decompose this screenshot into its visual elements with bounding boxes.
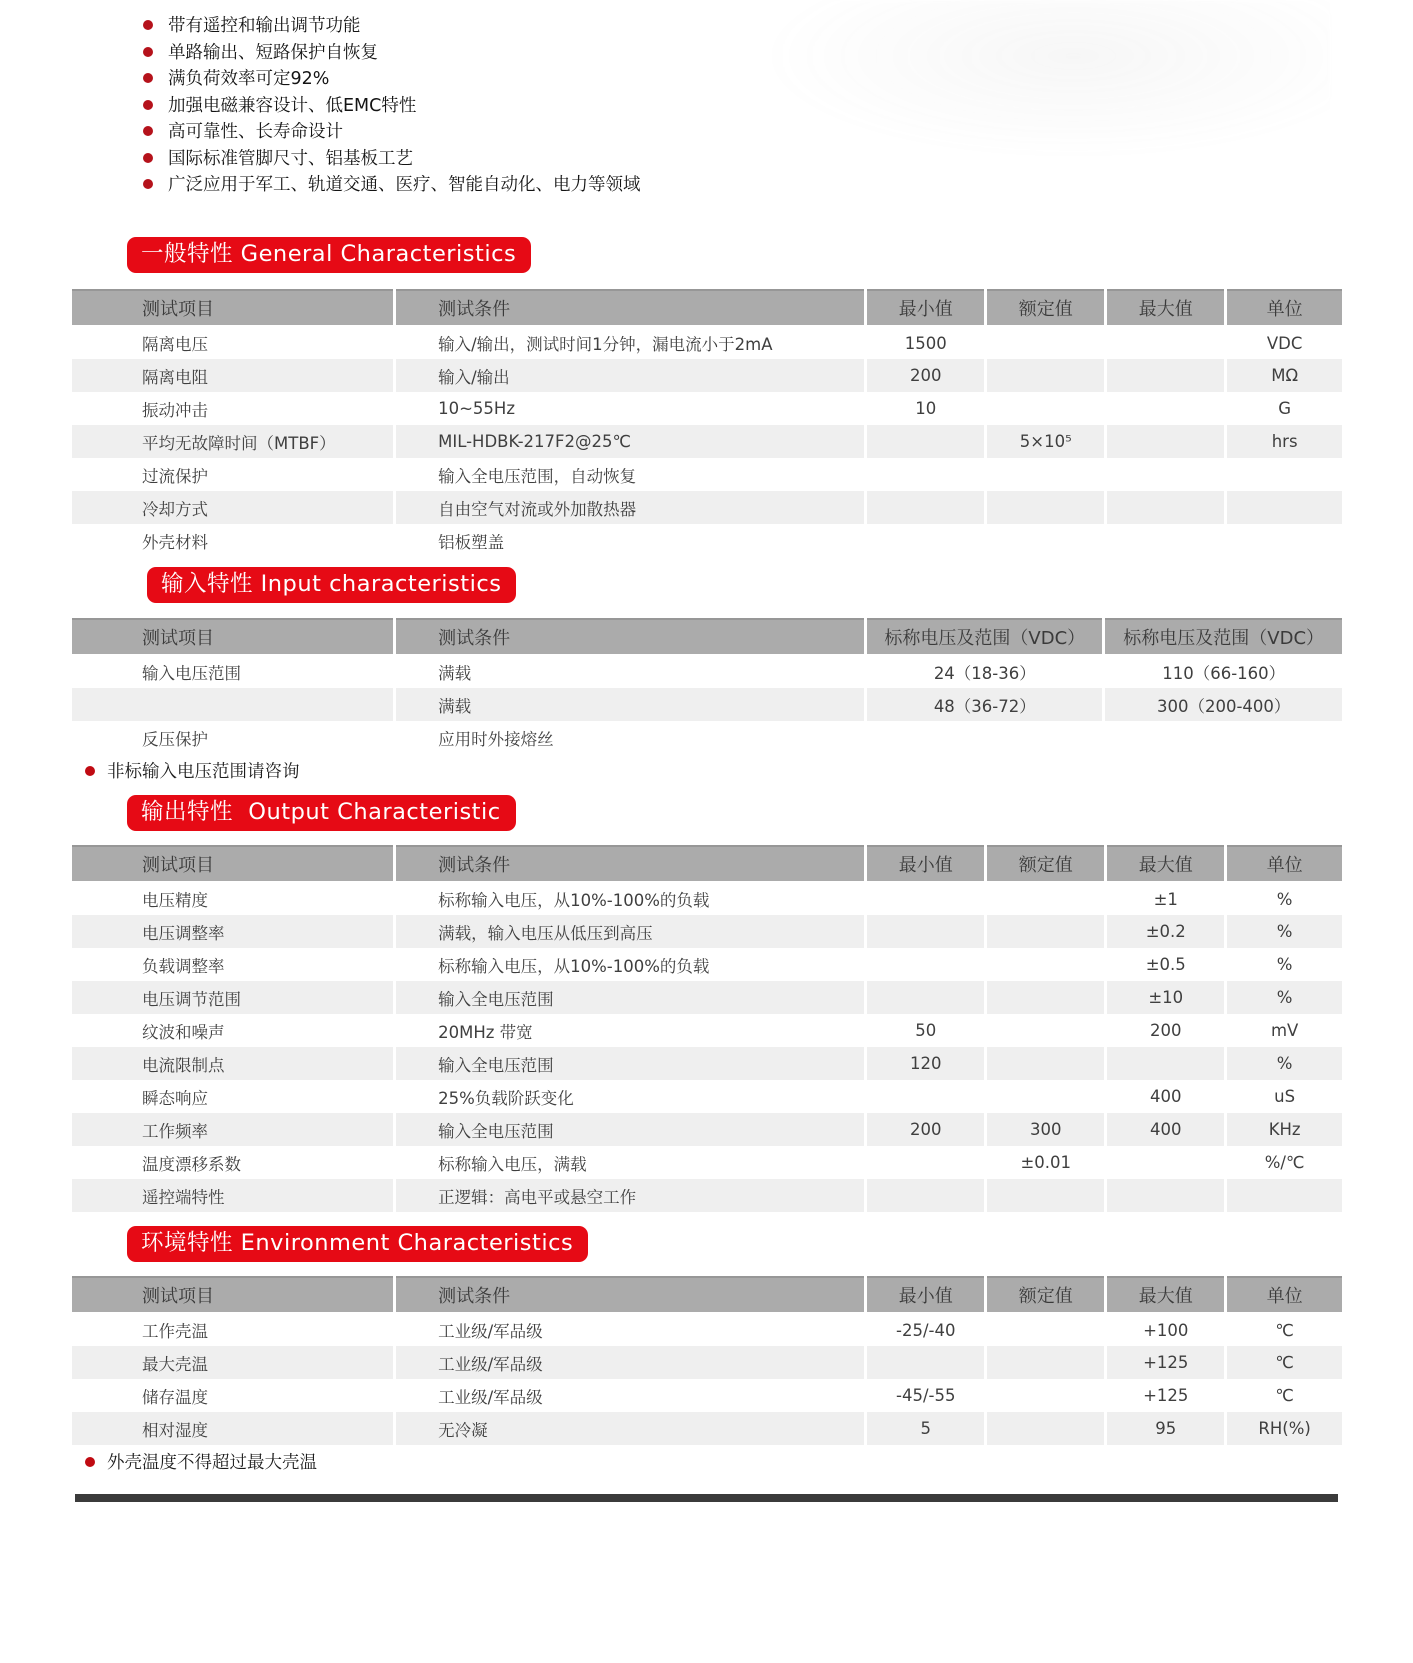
table-cell: 300（200-400） xyxy=(1104,688,1342,721)
table-cell: 工业级/军品级 xyxy=(395,1346,866,1379)
column-header: 标称电压及范围（VDC） xyxy=(1104,619,1342,655)
footer-divider-bar xyxy=(75,1494,1338,1502)
table-cell: 电压调整率 xyxy=(72,915,395,948)
table-cell: 满载，输入电压从低压到高压 xyxy=(395,915,866,948)
table-cell xyxy=(1106,425,1226,458)
table-cell: 110（66-160） xyxy=(1104,655,1342,688)
table-cell: 储存温度 xyxy=(72,1379,395,1412)
feature-item xyxy=(143,13,641,40)
table-cell: 200 xyxy=(866,1113,986,1146)
table-cell: ±0.5 xyxy=(1106,948,1226,981)
column-header: 最小值 xyxy=(866,1277,986,1313)
table-cell xyxy=(1106,524,1226,557)
feature-item xyxy=(143,93,641,120)
feature-text: 高可靠性、长寿命设计 xyxy=(168,122,343,142)
table-cell: ±10 xyxy=(1106,981,1226,1014)
bullet-icon xyxy=(143,73,153,83)
table-cell xyxy=(986,491,1106,524)
table-row xyxy=(72,948,1342,981)
feature-item xyxy=(143,119,641,146)
table-cell xyxy=(866,882,986,915)
column-header: 最大值 xyxy=(1106,290,1226,326)
table-cell: 输入/输出，测试时间1分钟，漏电流小于2mA xyxy=(395,326,866,359)
table-cell: 反压保护 xyxy=(72,721,395,754)
bullet-icon xyxy=(143,153,153,163)
table-cell: 铝板塑盖 xyxy=(395,524,866,557)
table-cell xyxy=(1106,1179,1226,1212)
feature-text: 单路输出、短路保护自恢复 xyxy=(168,42,378,63)
feature-text: 带有遥控和输出调节功能 xyxy=(168,16,361,36)
table-cell: 120 xyxy=(866,1047,986,1080)
table-cell: 自由空气对流或外加散热器 xyxy=(395,491,866,524)
table-row xyxy=(72,1346,1342,1379)
table-cell: uS xyxy=(1226,1080,1342,1113)
table-cell xyxy=(1226,524,1342,557)
table-cell xyxy=(986,524,1106,557)
table-cell: 1500 xyxy=(866,326,986,359)
table-row xyxy=(72,359,1342,392)
table-cell xyxy=(1104,721,1342,754)
table-cell: 负载调整率 xyxy=(72,948,395,981)
table-row xyxy=(72,326,1342,359)
bullet-icon xyxy=(143,20,153,30)
input-characteristics-table xyxy=(72,618,1342,754)
input-note-text: 非标输入电压范围请咨询 xyxy=(107,762,300,782)
table-cell xyxy=(1226,491,1342,524)
environment-characteristics-table xyxy=(72,1276,1342,1445)
table-cell: KHz xyxy=(1226,1113,1342,1146)
table-cell xyxy=(1106,491,1226,524)
table-cell xyxy=(986,948,1106,981)
table-cell: 输入全电压范围 xyxy=(395,1047,866,1080)
table-cell: 10~55Hz xyxy=(395,392,866,425)
spec-table xyxy=(72,845,1342,1212)
table-cell xyxy=(986,1047,1106,1080)
table-cell: 标称输入电压，从10%-100%的负载 xyxy=(395,882,866,915)
table-cell: 纹波和噪声 xyxy=(72,1014,395,1047)
column-header: 测试条件 xyxy=(395,846,866,882)
table-cell: ℃ xyxy=(1226,1379,1342,1412)
table-cell: 瞬态响应 xyxy=(72,1080,395,1113)
table-row xyxy=(72,1179,1342,1212)
column-header: 单位 xyxy=(1226,1277,1342,1313)
feature-item xyxy=(143,66,641,93)
bullet-icon xyxy=(143,126,153,136)
table-row xyxy=(72,688,1342,721)
table-header-row xyxy=(72,1277,1342,1313)
table-cell xyxy=(866,1080,986,1113)
table-cell xyxy=(1226,458,1342,491)
footer-note xyxy=(85,1452,317,1474)
table-cell xyxy=(866,1346,986,1379)
table-cell xyxy=(1106,359,1226,392)
table-cell: 平均无故障时间（MTBF） xyxy=(72,425,395,458)
feature-item xyxy=(143,146,641,173)
feature-item xyxy=(143,172,641,199)
table-cell xyxy=(72,688,395,721)
table-cell: ±0.01 xyxy=(986,1146,1106,1179)
column-header: 最小值 xyxy=(866,290,986,326)
table-cell: % xyxy=(1226,948,1342,981)
bullet-icon xyxy=(143,47,153,57)
table-cell xyxy=(866,425,986,458)
table-cell xyxy=(986,981,1106,1014)
table-cell: 标称输入电压，从10%-100%的负载 xyxy=(395,948,866,981)
table-row xyxy=(72,1014,1342,1047)
column-header: 测试项目 xyxy=(72,619,395,655)
table-cell: VDC xyxy=(1226,326,1342,359)
bullet-icon xyxy=(143,100,153,110)
column-header: 测试条件 xyxy=(395,290,866,326)
table-cell: 工作壳温 xyxy=(72,1313,395,1346)
table-cell xyxy=(986,359,1106,392)
table-cell: mV xyxy=(1226,1014,1342,1047)
table-cell xyxy=(986,1014,1106,1047)
table-cell: -45/-55 xyxy=(866,1379,986,1412)
table-cell: 过流保护 xyxy=(72,458,395,491)
feature-text: 满负荷效率可定92% xyxy=(168,69,330,89)
table-cell xyxy=(866,524,986,557)
table-cell xyxy=(986,326,1106,359)
column-header: 最大值 xyxy=(1106,846,1226,882)
table-cell: 输入/输出 xyxy=(395,359,866,392)
table-cell xyxy=(986,392,1106,425)
table-cell xyxy=(986,1379,1106,1412)
table-cell: 无冷凝 xyxy=(395,1412,866,1445)
table-cell: RH(%) xyxy=(1226,1412,1342,1445)
table-header-row xyxy=(72,290,1342,326)
table-cell: 24（18-36） xyxy=(866,655,1104,688)
table-cell: % xyxy=(1226,981,1342,1014)
section-title-general: 一般特性 General Characteristics xyxy=(127,237,531,273)
table-row xyxy=(72,981,1342,1014)
table-cell: 20MHz 带宽 xyxy=(395,1014,866,1047)
table-row xyxy=(72,1313,1342,1346)
table-row xyxy=(72,882,1342,915)
table-cell: 50 xyxy=(866,1014,986,1047)
table-row xyxy=(72,392,1342,425)
output-characteristics-table xyxy=(72,845,1342,1212)
table-cell xyxy=(1226,1179,1342,1212)
table-cell: 温度漂移系数 xyxy=(72,1146,395,1179)
table-cell: G xyxy=(1226,392,1342,425)
table-cell xyxy=(866,1146,986,1179)
table-row xyxy=(72,425,1342,458)
table-cell xyxy=(986,882,1106,915)
table-cell: 5 xyxy=(866,1412,986,1445)
table-cell: 应用时外接熔丝 xyxy=(395,721,866,754)
table-header-row xyxy=(72,846,1342,882)
table-row xyxy=(72,915,1342,948)
table-cell: 300 xyxy=(986,1113,1106,1146)
column-header: 测试项目 xyxy=(72,1277,395,1313)
table-cell xyxy=(866,981,986,1014)
column-header: 额定值 xyxy=(986,290,1106,326)
table-cell: % xyxy=(1226,1047,1342,1080)
table-row xyxy=(72,1379,1342,1412)
table-cell: 隔离电压 xyxy=(72,326,395,359)
table-row xyxy=(72,491,1342,524)
table-cell: 48（36-72） xyxy=(866,688,1104,721)
general-characteristics-table xyxy=(72,289,1342,557)
table-cell: 最大壳温 xyxy=(72,1346,395,1379)
column-header: 测试项目 xyxy=(72,290,395,326)
table-cell xyxy=(866,491,986,524)
table-cell: 满载 xyxy=(395,688,866,721)
table-cell: % xyxy=(1226,915,1342,948)
table-cell: 工业级/军品级 xyxy=(395,1379,866,1412)
table-cell: 满载 xyxy=(395,655,866,688)
bullet-icon xyxy=(143,179,153,189)
background-watermark xyxy=(760,0,1330,160)
table-cell xyxy=(1106,326,1226,359)
table-cell xyxy=(866,458,986,491)
table-cell xyxy=(866,948,986,981)
bullet-icon xyxy=(85,1457,95,1467)
table-cell: 400 xyxy=(1106,1080,1226,1113)
table-cell: -25/-40 xyxy=(866,1313,986,1346)
table-cell xyxy=(986,915,1106,948)
table-cell: 5×10⁵ xyxy=(986,425,1106,458)
table-cell xyxy=(866,1179,986,1212)
table-cell: 200 xyxy=(1106,1014,1226,1047)
table-cell xyxy=(986,1412,1106,1445)
table-row xyxy=(72,721,1342,754)
table-cell xyxy=(1106,458,1226,491)
column-header: 测试项目 xyxy=(72,846,395,882)
table-cell: 冷却方式 xyxy=(72,491,395,524)
table-cell xyxy=(986,1080,1106,1113)
table-row xyxy=(72,655,1342,688)
table-header-row xyxy=(72,619,1342,655)
feature-list xyxy=(143,13,641,199)
feature-text: 国际标准管脚尺寸、铝基板工艺 xyxy=(168,148,413,169)
table-cell xyxy=(986,1346,1106,1379)
table-cell: ℃ xyxy=(1226,1346,1342,1379)
table-row xyxy=(72,1080,1342,1113)
feature-item xyxy=(143,40,641,67)
table-cell xyxy=(1106,392,1226,425)
table-cell xyxy=(986,458,1106,491)
table-cell: 外壳材料 xyxy=(72,524,395,557)
table-cell: % xyxy=(1226,882,1342,915)
feature-text: 广泛应用于军工、轨道交通、医疗、智能自动化、电力等领域 xyxy=(168,175,641,195)
table-cell: ℃ xyxy=(1226,1313,1342,1346)
table-cell: 正逻辑：高电平或悬空工作 xyxy=(395,1179,866,1212)
table-cell: 电压调节范围 xyxy=(72,981,395,1014)
table-cell: 输入全电压范围 xyxy=(395,981,866,1014)
section-title-output: 输出特性 Output Characteristic xyxy=(127,795,516,831)
table-cell: 输入电压范围 xyxy=(72,655,395,688)
table-cell: 隔离电阻 xyxy=(72,359,395,392)
table-cell: +125 xyxy=(1106,1379,1226,1412)
table-cell: 95 xyxy=(1106,1412,1226,1445)
column-header: 测试条件 xyxy=(395,619,866,655)
table-cell: ±0.2 xyxy=(1106,915,1226,948)
table-cell: 电压精度 xyxy=(72,882,395,915)
table-row xyxy=(72,458,1342,491)
table-cell: 工作频率 xyxy=(72,1113,395,1146)
section-title-input: 输入特性 Input characteristics xyxy=(147,567,516,603)
column-header: 最大值 xyxy=(1106,1277,1226,1313)
table-row xyxy=(72,1146,1342,1179)
bullet-icon xyxy=(85,766,95,776)
column-header: 标称电压及范围（VDC） xyxy=(866,619,1104,655)
table-cell xyxy=(1106,1146,1226,1179)
table-cell xyxy=(866,915,986,948)
column-header: 单位 xyxy=(1226,290,1342,326)
table-cell: 400 xyxy=(1106,1113,1226,1146)
input-note xyxy=(85,761,300,783)
table-row xyxy=(72,524,1342,557)
spec-table xyxy=(72,618,1342,754)
table-cell: %/℃ xyxy=(1226,1146,1342,1179)
table-row xyxy=(72,1047,1342,1080)
column-header: 额定值 xyxy=(986,846,1106,882)
footer-note-text: 外壳温度不得超过最大壳温 xyxy=(107,1453,317,1473)
column-header: 最小值 xyxy=(866,846,986,882)
table-cell xyxy=(1106,1047,1226,1080)
table-cell: +100 xyxy=(1106,1313,1226,1346)
table-cell: 遥控端特性 xyxy=(72,1179,395,1212)
table-cell xyxy=(986,1179,1106,1212)
column-header: 单位 xyxy=(1226,846,1342,882)
table-cell: 输入全电压范围 xyxy=(395,1113,866,1146)
table-cell xyxy=(866,721,1104,754)
column-header: 测试条件 xyxy=(395,1277,866,1313)
table-cell: MIL-HDBK-217F2@25℃ xyxy=(395,425,866,458)
table-cell: 200 xyxy=(866,359,986,392)
table-row xyxy=(72,1412,1342,1445)
spec-table xyxy=(72,1276,1342,1445)
table-cell: 输入全电压范围，自动恢复 xyxy=(395,458,866,491)
section-title-environment: 环境特性 Environment Characteristics xyxy=(127,1226,588,1262)
table-cell xyxy=(986,1313,1106,1346)
feature-text: 加强电磁兼容设计、低EMC特性 xyxy=(168,95,417,116)
table-cell: 电流限制点 xyxy=(72,1047,395,1080)
table-cell: 相对湿度 xyxy=(72,1412,395,1445)
spec-table xyxy=(72,289,1342,557)
table-cell: 振动冲击 xyxy=(72,392,395,425)
table-cell: 标称输入电压，满载 xyxy=(395,1146,866,1179)
table-cell: 25%负载阶跃变化 xyxy=(395,1080,866,1113)
table-cell: ±1 xyxy=(1106,882,1226,915)
table-cell: MΩ xyxy=(1226,359,1342,392)
table-cell: +125 xyxy=(1106,1346,1226,1379)
table-row xyxy=(72,1113,1342,1146)
table-cell: 工业级/军品级 xyxy=(395,1313,866,1346)
table-cell: 10 xyxy=(866,392,986,425)
column-header: 额定值 xyxy=(986,1277,1106,1313)
table-cell: hrs xyxy=(1226,425,1342,458)
